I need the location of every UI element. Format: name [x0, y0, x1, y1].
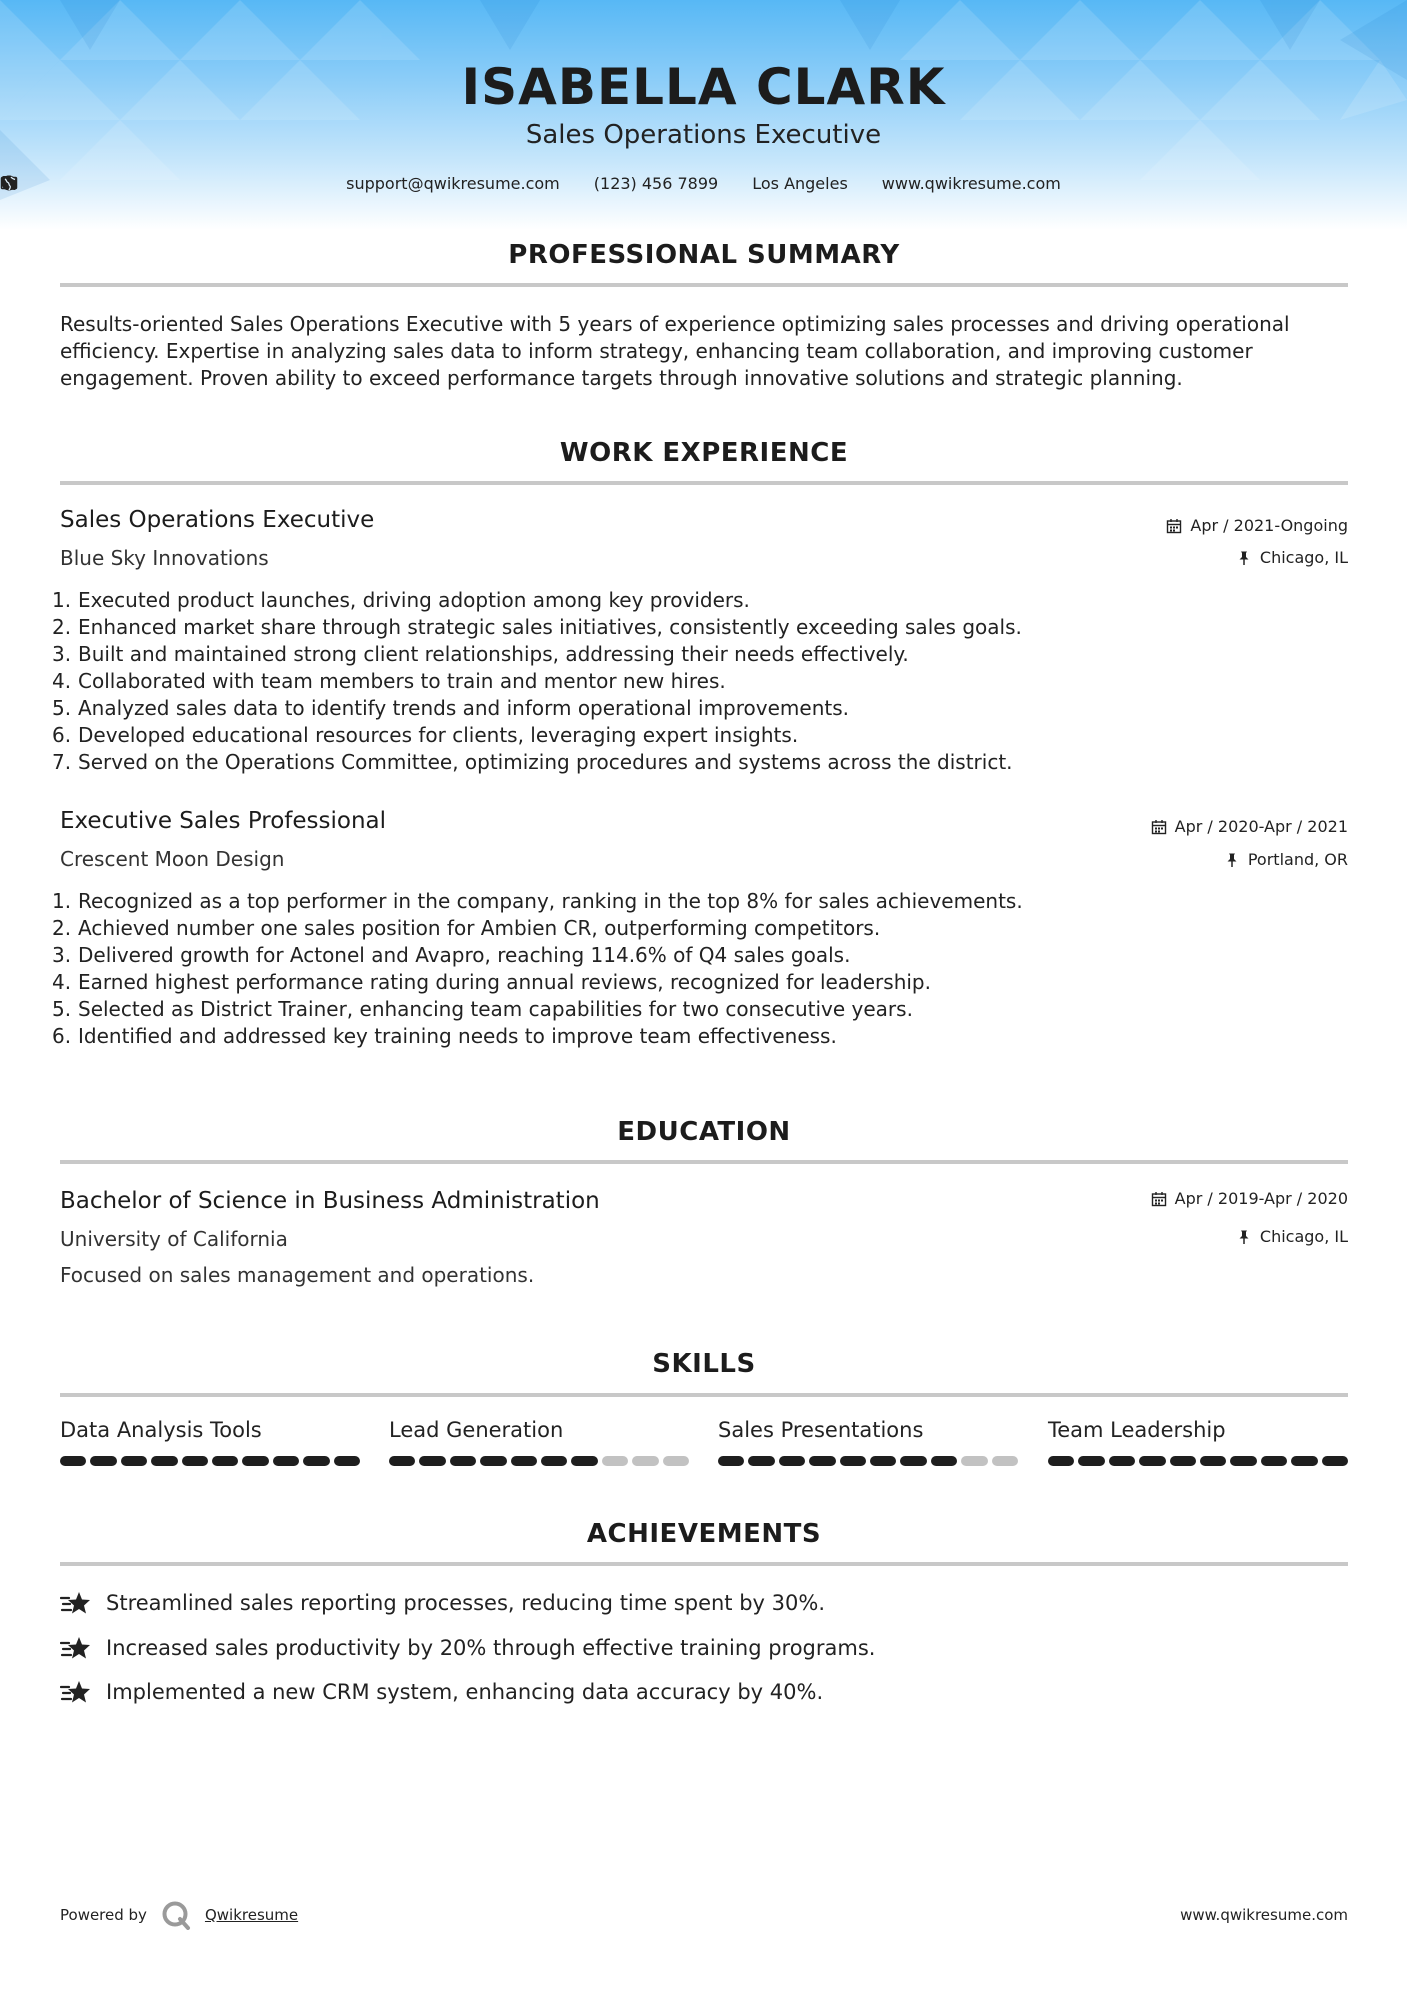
- pushpin-icon: [1236, 550, 1252, 566]
- skill-segment-filled: [334, 1456, 360, 1466]
- skill-segment-filled: [303, 1456, 329, 1466]
- list-item: [60, 1634, 875, 1662]
- skill-segment-empty: [992, 1456, 1018, 1466]
- skill-segment-filled: [121, 1456, 147, 1466]
- skill-item: [60, 1418, 360, 1466]
- skill-segment-filled: [748, 1456, 774, 1466]
- footer-powered-by: [60, 1900, 298, 1930]
- calendar-icon: [1151, 1191, 1167, 1207]
- achievement-text: Streamlined sales reporting processes, reducing time spent by 30%.: [106, 1591, 826, 1615]
- job-dates-text: Apr / 2021-Ongoing: [1190, 516, 1348, 535]
- job-dates: [1166, 516, 1348, 535]
- job-bullets: [52, 888, 1342, 1050]
- achievement-text: Increased sales productivity by 20% through effective training programs.: [106, 1636, 876, 1660]
- qwikresume-link[interactable]: Qwikresume: [204, 1906, 299, 1924]
- job-location-text: Portland, OR: [1247, 850, 1348, 869]
- skill-level-bar: [1048, 1456, 1348, 1466]
- skill-segment-filled: [541, 1456, 567, 1466]
- list-item: 5. Analyzed sales data to identify trends and inform operational improvements.: [52, 696, 849, 720]
- contact-website[interactable]: [882, 174, 1061, 193]
- skill-segment-filled: [809, 1456, 835, 1466]
- list-item: 2. Enhanced market share through strategic sales initiatives, consistently exceeding sales goals.: [52, 615, 1022, 639]
- achievements-heading: ACHIEVEMENTS: [586, 1519, 822, 1549]
- list-item: 2. Achieved number one sales position for Ambien CR, outperforming competitors.: [52, 916, 881, 940]
- email-text: support@qwikresume.com: [346, 174, 560, 193]
- skill-segment-empty: [632, 1456, 658, 1466]
- degree-title: Bachelor of Science in Business Administration: [60, 1188, 600, 1214]
- resume-header: [0, 0, 1407, 230]
- skill-name: Lead Generation: [389, 1418, 564, 1442]
- summary-heading: PROFESSIONAL SUMMARY: [508, 240, 900, 270]
- achievement-text: Implemented a new CRM system, enhancing data accuracy by 40%.: [106, 1680, 824, 1704]
- website-text: www.qwikresume.com: [881, 174, 1061, 193]
- experience-heading: WORK EXPERIENCE: [559, 438, 849, 468]
- skill-item: [718, 1418, 1018, 1466]
- job-dates-text: Apr / 2020-Apr / 2021: [1174, 817, 1348, 836]
- education-note: Focused on sales management and operations.: [60, 1263, 535, 1287]
- list-item: 4. Collaborated with team members to train and mentor new hires.: [52, 669, 726, 693]
- summary-divider: [60, 283, 1348, 287]
- candidate-title: Sales Operations Executive: [525, 120, 882, 150]
- list-item: 5. Selected as District Trainer, enhancing team capabilities for two consecutive years.: [52, 997, 913, 1021]
- skill-segment-filled: [511, 1456, 537, 1466]
- job-dates: [1151, 817, 1348, 836]
- skill-segment-filled: [779, 1456, 805, 1466]
- phone-text: (123) 456 7899: [593, 174, 719, 193]
- skill-segment-filled: [1139, 1456, 1165, 1466]
- skill-segment-filled: [60, 1456, 86, 1466]
- job-company: Crescent Moon Design: [60, 847, 285, 871]
- pushpin-icon: [1224, 852, 1240, 868]
- skill-segment-filled: [242, 1456, 268, 1466]
- education-divider: [60, 1160, 1348, 1164]
- job-title: Executive Sales Professional: [60, 808, 387, 834]
- skill-segment-filled: [1291, 1456, 1317, 1466]
- skill-segment-filled: [571, 1456, 597, 1466]
- calendar-icon: [1151, 819, 1167, 835]
- skill-level-bar: [60, 1456, 360, 1466]
- education-location-text: Chicago, IL: [1259, 1227, 1348, 1246]
- education-dates: [1151, 1189, 1348, 1208]
- skill-segment-filled: [90, 1456, 116, 1466]
- shooting-star-icon: [60, 1589, 92, 1617]
- job-title: Sales Operations Executive: [60, 507, 375, 533]
- skill-name: Sales Presentations: [718, 1418, 924, 1442]
- skill-segment-filled: [419, 1456, 445, 1466]
- skill-segment-filled: [900, 1456, 926, 1466]
- contact-location: [752, 174, 848, 193]
- skill-item: [389, 1418, 689, 1466]
- contact-phone[interactable]: [594, 174, 718, 193]
- list-item: 3. Delivered growth for Actonel and Avapro, reaching 114.6% of Q4 sales goals.: [52, 943, 851, 967]
- school-name: University of California: [60, 1227, 288, 1251]
- candidate-name: ISABELLA CLARK: [461, 58, 946, 116]
- education-heading: EDUCATION: [617, 1117, 791, 1147]
- skill-segment-empty: [961, 1456, 987, 1466]
- job-bullets: [52, 587, 1342, 776]
- job-location-text: Chicago, IL: [1259, 548, 1348, 567]
- skill-segment-filled: [389, 1456, 415, 1466]
- experience-divider: [60, 481, 1348, 485]
- skill-segment-filled: [1048, 1456, 1074, 1466]
- job-company: Blue Sky Innovations: [60, 546, 269, 570]
- skill-segment-filled: [212, 1456, 238, 1466]
- skills-heading: SKILLS: [652, 1349, 756, 1379]
- skill-segment-filled: [1322, 1456, 1348, 1466]
- skill-segment-empty: [663, 1456, 689, 1466]
- skill-segment-filled: [870, 1456, 896, 1466]
- calendar-icon: [1166, 518, 1182, 534]
- achievements-divider: [60, 1562, 1348, 1566]
- list-item: 6. Developed educational resources for clients, leveraging expert insights.: [52, 723, 799, 747]
- footer-website[interactable]: www.qwikresume.com: [1180, 1906, 1348, 1924]
- skill-segment-filled: [151, 1456, 177, 1466]
- skill-segment-filled: [718, 1456, 744, 1466]
- job-location: [1236, 548, 1348, 567]
- list-item: 6. Identified and addressed key training needs to improve team effectiveness.: [52, 1024, 837, 1048]
- skill-segment-filled: [931, 1456, 957, 1466]
- list-item: 4. Earned highest performance rating during annual reviews, recognized for leadership.: [52, 970, 931, 994]
- skill-segment-filled: [1230, 1456, 1256, 1466]
- education-location: [1236, 1227, 1348, 1246]
- contact-row: [0, 174, 1407, 193]
- contact-email[interactable]: [346, 174, 560, 193]
- globe-icon: [0, 174, 18, 192]
- skill-level-bar: [389, 1456, 689, 1466]
- pushpin-icon: [1236, 1229, 1252, 1245]
- skill-name: Team Leadership: [1048, 1418, 1226, 1442]
- skill-name: Data Analysis Tools: [60, 1418, 262, 1442]
- skill-segment-filled: [1109, 1456, 1135, 1466]
- list-item: 1. Recognized as a top performer in the company, ranking in the top 8% for sales achievements.: [52, 889, 1023, 913]
- skills-divider: [60, 1393, 1348, 1397]
- shooting-star-icon: [60, 1678, 92, 1706]
- skill-segment-filled: [1200, 1456, 1226, 1466]
- skill-segment-empty: [602, 1456, 628, 1466]
- location-text: Los Angeles: [752, 174, 848, 193]
- shooting-star-icon: [60, 1634, 92, 1662]
- skill-segment-filled: [1078, 1456, 1104, 1466]
- education-dates-text: Apr / 2019-Apr / 2020: [1174, 1189, 1348, 1208]
- powered-by-label: Powered by: [60, 1906, 147, 1924]
- skill-segment-filled: [450, 1456, 476, 1466]
- skill-segment-filled: [480, 1456, 506, 1466]
- skill-segment-filled: [182, 1456, 208, 1466]
- list-item: 3. Built and maintained strong client relationships, addressing their needs effectively.: [52, 642, 909, 666]
- list-item: [60, 1589, 825, 1617]
- list-item: [60, 1678, 823, 1706]
- summary-text: Results-oriented Sales Operations Executive with 5 years of experience optimizing sales processes and driving operational efficiency. Expertise in analyzing sales data to inform strategy, enhancing team collaboration, and improving customer engagement. Proven ability to exceed performance targets through innovative solutions and strategic planning.: [60, 312, 1290, 390]
- skill-segment-filled: [1261, 1456, 1287, 1466]
- skill-item: [1048, 1418, 1348, 1466]
- skill-segment-filled: [840, 1456, 866, 1466]
- skill-segment-filled: [273, 1456, 299, 1466]
- list-item: 7. Served on the Operations Committee, optimizing procedures and systems across the district.: [52, 750, 1013, 774]
- job-location: [1224, 850, 1348, 869]
- qwikresume-logo-icon: [161, 1900, 191, 1930]
- skill-segment-filled: [1170, 1456, 1196, 1466]
- list-item: 1. Executed product launches, driving adoption among key providers.: [52, 588, 750, 612]
- skill-level-bar: [718, 1456, 1018, 1466]
